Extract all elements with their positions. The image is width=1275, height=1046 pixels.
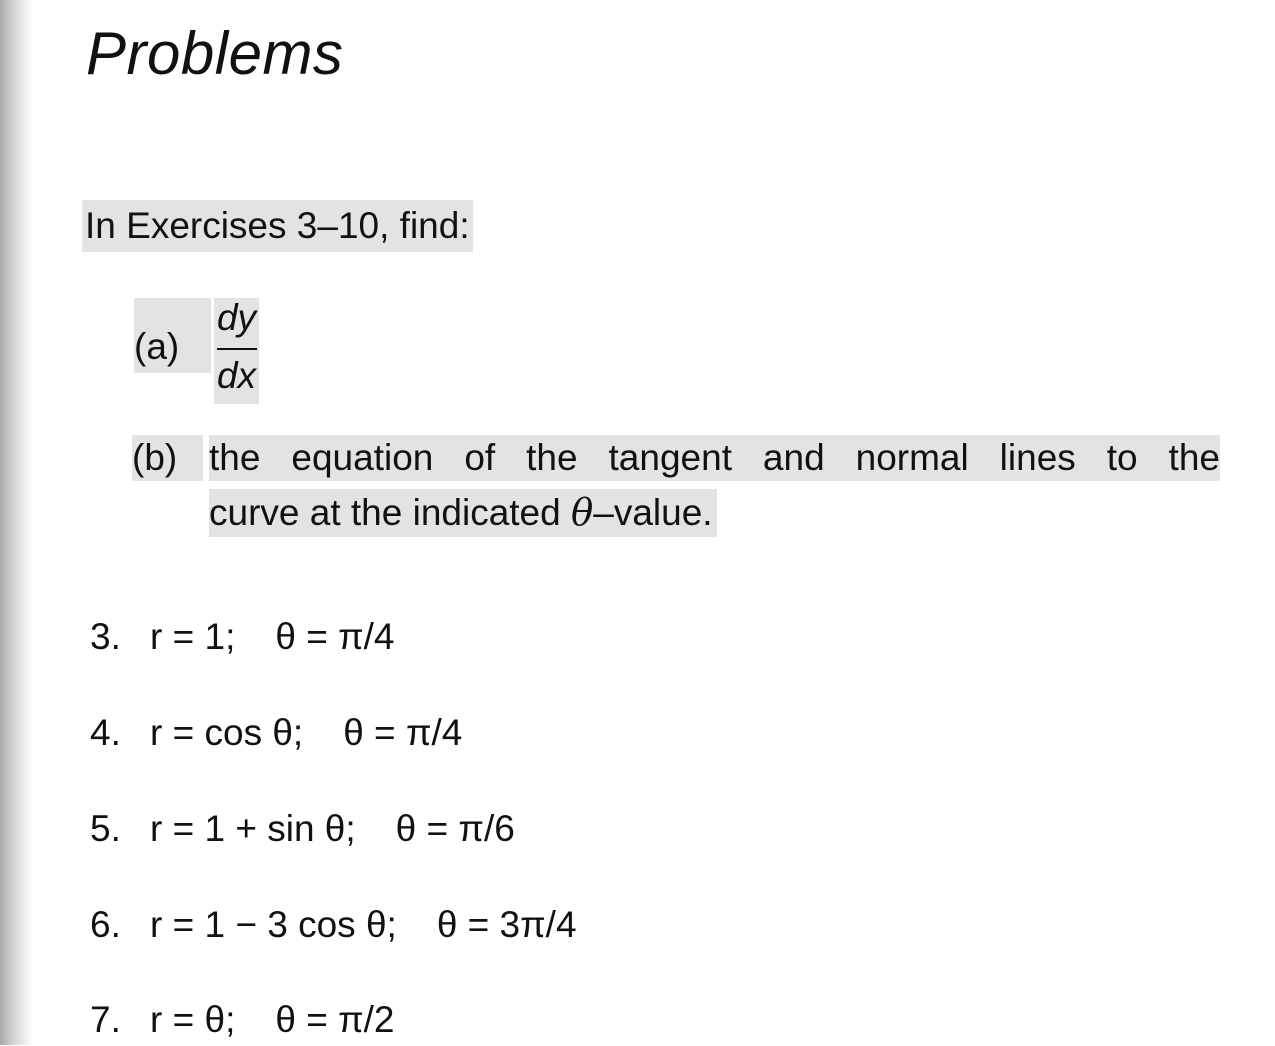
exercise-number: 5. — [90, 808, 121, 849]
exercise-item — [90, 707, 462, 759]
exercise-equation: r = cos θ; — [150, 712, 304, 753]
part-b-text-before: curve at the indicated — [209, 492, 571, 533]
part-b-text-line-1: the equation of the tangent and normal lines to the — [209, 435, 1220, 481]
fraction-bar — [217, 348, 257, 350]
exercise-equation: r = 1; — [150, 616, 236, 657]
exercise-item — [90, 994, 395, 1046]
part-b-text-line-2 — [209, 489, 717, 537]
part-a — [134, 298, 259, 404]
exercise-condition: θ = π/4 — [275, 616, 395, 657]
exercise-equation: r = 1 + sin θ; — [150, 808, 356, 849]
exercise-item — [90, 611, 395, 663]
exercise-condition: θ = π/6 — [395, 808, 515, 849]
exercise-equation: r = θ; — [150, 999, 236, 1040]
exercise-equation: r = 1 − 3 cos θ; — [150, 904, 397, 945]
part-b-label: (b) — [132, 435, 203, 481]
exercise-item — [90, 899, 577, 951]
exercise-number: 7. — [90, 999, 121, 1040]
exercise-instructions: In Exercises 3–10, find: — [82, 200, 473, 252]
exercise-number: 4. — [90, 712, 121, 753]
part-b-text-after: –value. — [593, 492, 713, 533]
exercise-condition: θ = 3π/4 — [436, 904, 577, 945]
fraction-denominator: dx — [216, 355, 257, 396]
page-edge-shadow — [0, 0, 34, 1045]
exercise-number: 6. — [90, 904, 121, 945]
fraction-numerator: dy — [216, 297, 257, 338]
exercise-number: 3. — [90, 616, 121, 657]
exercise-condition: θ = π/2 — [275, 999, 395, 1040]
page-title: Problems — [86, 20, 344, 87]
part-a-label: (a) — [134, 326, 180, 367]
exercise-condition: θ = π/4 — [343, 712, 463, 753]
exercise-item — [90, 803, 515, 855]
theta-symbol: θ — [571, 491, 594, 534]
